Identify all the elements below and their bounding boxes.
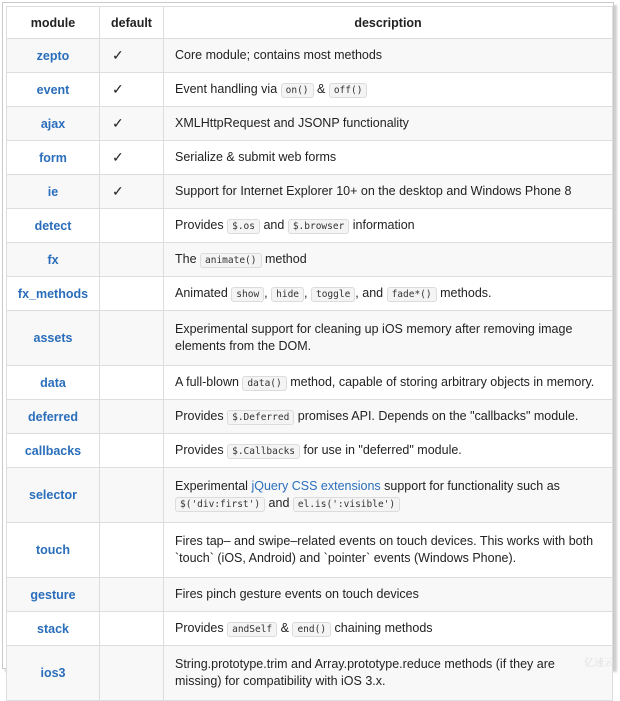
description-text: & <box>313 81 329 96</box>
description-text: and <box>265 495 293 510</box>
description-text: Provides <box>175 217 228 232</box>
default-check <box>100 311 164 366</box>
module-link[interactable]: fx_methods <box>7 277 100 311</box>
default-check: ✓ <box>100 175 164 209</box>
table-row <box>7 646 613 701</box>
module-description <box>164 107 613 141</box>
header-row <box>7 7 613 39</box>
description-text: Fires tap– and swipe–related events on touch devices. This works with both `touch` (iOS, Android) and `pointer` events (Windows Phone). <box>175 534 594 565</box>
default-check <box>100 243 164 277</box>
table-row <box>7 39 613 73</box>
code-snippet: off() <box>329 83 368 98</box>
module-description <box>164 646 613 701</box>
description-text: A full-blown <box>175 374 243 389</box>
code-snippet: fade*() <box>387 287 437 302</box>
default-check: ✓ <box>100 141 164 175</box>
description-text: Event handling via <box>175 81 281 96</box>
table-row <box>7 107 613 141</box>
default-check: ✓ <box>100 107 164 141</box>
module-description <box>164 311 613 366</box>
default-check <box>100 523 164 578</box>
module-link[interactable]: stack <box>7 612 100 646</box>
description-text: Provides <box>175 408 228 423</box>
description-text: Animated <box>175 285 232 300</box>
table-row <box>7 141 613 175</box>
code-snippet: $.os <box>227 219 260 234</box>
table-row <box>7 578 613 612</box>
description-text: Experimental <box>175 478 252 493</box>
table-row <box>7 434 613 468</box>
description-text: Support for Internet Explorer 10+ on the desktop and Windows Phone 8 <box>175 184 572 198</box>
module-description <box>164 73 613 107</box>
module-description <box>164 366 613 400</box>
description-text: , <box>304 285 311 300</box>
module-link[interactable]: data <box>7 366 100 400</box>
description-text: Serialize & submit web forms <box>175 150 337 164</box>
module-link[interactable]: detect <box>7 209 100 243</box>
table-row <box>7 209 613 243</box>
description-text: for use in "deferred" module. <box>300 442 462 457</box>
module-link[interactable]: ie <box>7 175 100 209</box>
code-snippet: andSelf <box>227 622 277 637</box>
default-check <box>100 468 164 523</box>
module-link[interactable]: deferred <box>7 400 100 434</box>
description-text: support for functionality such as <box>380 478 560 493</box>
module-description <box>164 39 613 73</box>
table-row <box>7 612 613 646</box>
module-link[interactable]: zepto <box>7 39 100 73</box>
header-default: default <box>100 7 164 39</box>
module-link[interactable]: touch <box>7 523 100 578</box>
description-text: & <box>277 620 293 635</box>
module-description <box>164 141 613 175</box>
description-text: XMLHttpRequest and JSONP functionality <box>175 116 409 130</box>
table-row <box>7 366 613 400</box>
module-link[interactable]: selector <box>7 468 100 523</box>
code-snippet: toggle <box>311 287 355 302</box>
code-snippet: hide <box>271 287 304 302</box>
module-link[interactable]: ios3 <box>7 646 100 701</box>
table-row <box>7 523 613 578</box>
header-module: module <box>7 7 100 39</box>
description-text: method <box>261 251 307 266</box>
module-link[interactable]: gesture <box>7 578 100 612</box>
description-text: chaining methods <box>331 620 433 635</box>
table-row <box>7 277 613 311</box>
header-description: description <box>164 7 613 39</box>
description-text: and <box>260 217 288 232</box>
code-snippet: $.Deferred <box>227 410 294 425</box>
watermark: 亿速云 <box>584 658 614 669</box>
description-text: Provides <box>175 620 228 635</box>
module-link[interactable]: event <box>7 73 100 107</box>
module-link[interactable]: callbacks <box>7 434 100 468</box>
default-check: ✓ <box>100 39 164 73</box>
table-row <box>7 243 613 277</box>
table-body <box>7 39 613 701</box>
code-snippet: data() <box>242 376 286 391</box>
default-check <box>100 434 164 468</box>
module-description <box>164 434 613 468</box>
description-text: The <box>175 251 201 266</box>
default-check <box>100 400 164 434</box>
description-text: Provides <box>175 442 228 457</box>
description-text: Fires pinch gesture events on touch devices <box>175 587 419 601</box>
code-snippet: on() <box>281 83 314 98</box>
table-row <box>7 468 613 523</box>
module-description <box>164 243 613 277</box>
default-check <box>100 612 164 646</box>
description-text: , and <box>355 285 387 300</box>
module-description <box>164 468 613 523</box>
description-text: Experimental support for cleaning up iOS memory after removing image elements from the DOM. <box>175 322 573 353</box>
table-row <box>7 73 613 107</box>
module-link[interactable]: assets <box>7 311 100 366</box>
module-description <box>164 175 613 209</box>
module-link[interactable]: ajax <box>7 107 100 141</box>
module-description <box>164 578 613 612</box>
description-text: methods. <box>436 285 492 300</box>
module-description <box>164 612 613 646</box>
description-text: information <box>349 217 415 232</box>
default-check <box>100 646 164 701</box>
module-description <box>164 277 613 311</box>
module-description <box>164 209 613 243</box>
code-snippet: show <box>231 287 264 302</box>
code-snippet: $.Callbacks <box>227 444 300 459</box>
description-text: , <box>264 285 272 300</box>
code-snippet: animate() <box>200 253 261 268</box>
description-text: promises API. Depends on the "callbacks" module. <box>294 408 579 423</box>
code-snippet: $('div:first') <box>175 497 265 512</box>
table-row <box>7 311 613 366</box>
default-check <box>100 209 164 243</box>
default-check <box>100 578 164 612</box>
modules-table <box>6 6 613 701</box>
table-row <box>7 400 613 434</box>
code-snippet: el.is(':visible') <box>293 497 400 512</box>
module-link[interactable]: fx <box>7 243 100 277</box>
table-frame <box>2 2 614 688</box>
code-snippet: $.browser <box>288 219 349 234</box>
code-snippet: end() <box>292 622 331 637</box>
description-text: Core module; contains most methods <box>175 48 383 62</box>
module-description <box>164 523 613 578</box>
inline-link[interactable]: jQuery CSS extensions <box>251 478 381 493</box>
description-text: String.prototype.trim and Array.prototype.reduce methods (if they are missing) for compatibility with iOS 3.x. <box>175 657 555 688</box>
default-check: ✓ <box>100 73 164 107</box>
table-row <box>7 175 613 209</box>
default-check <box>100 277 164 311</box>
description-text: method, capable of storing arbitrary objects in memory. <box>286 374 595 389</box>
module-link[interactable]: form <box>7 141 100 175</box>
module-description <box>164 400 613 434</box>
default-check <box>100 366 164 400</box>
